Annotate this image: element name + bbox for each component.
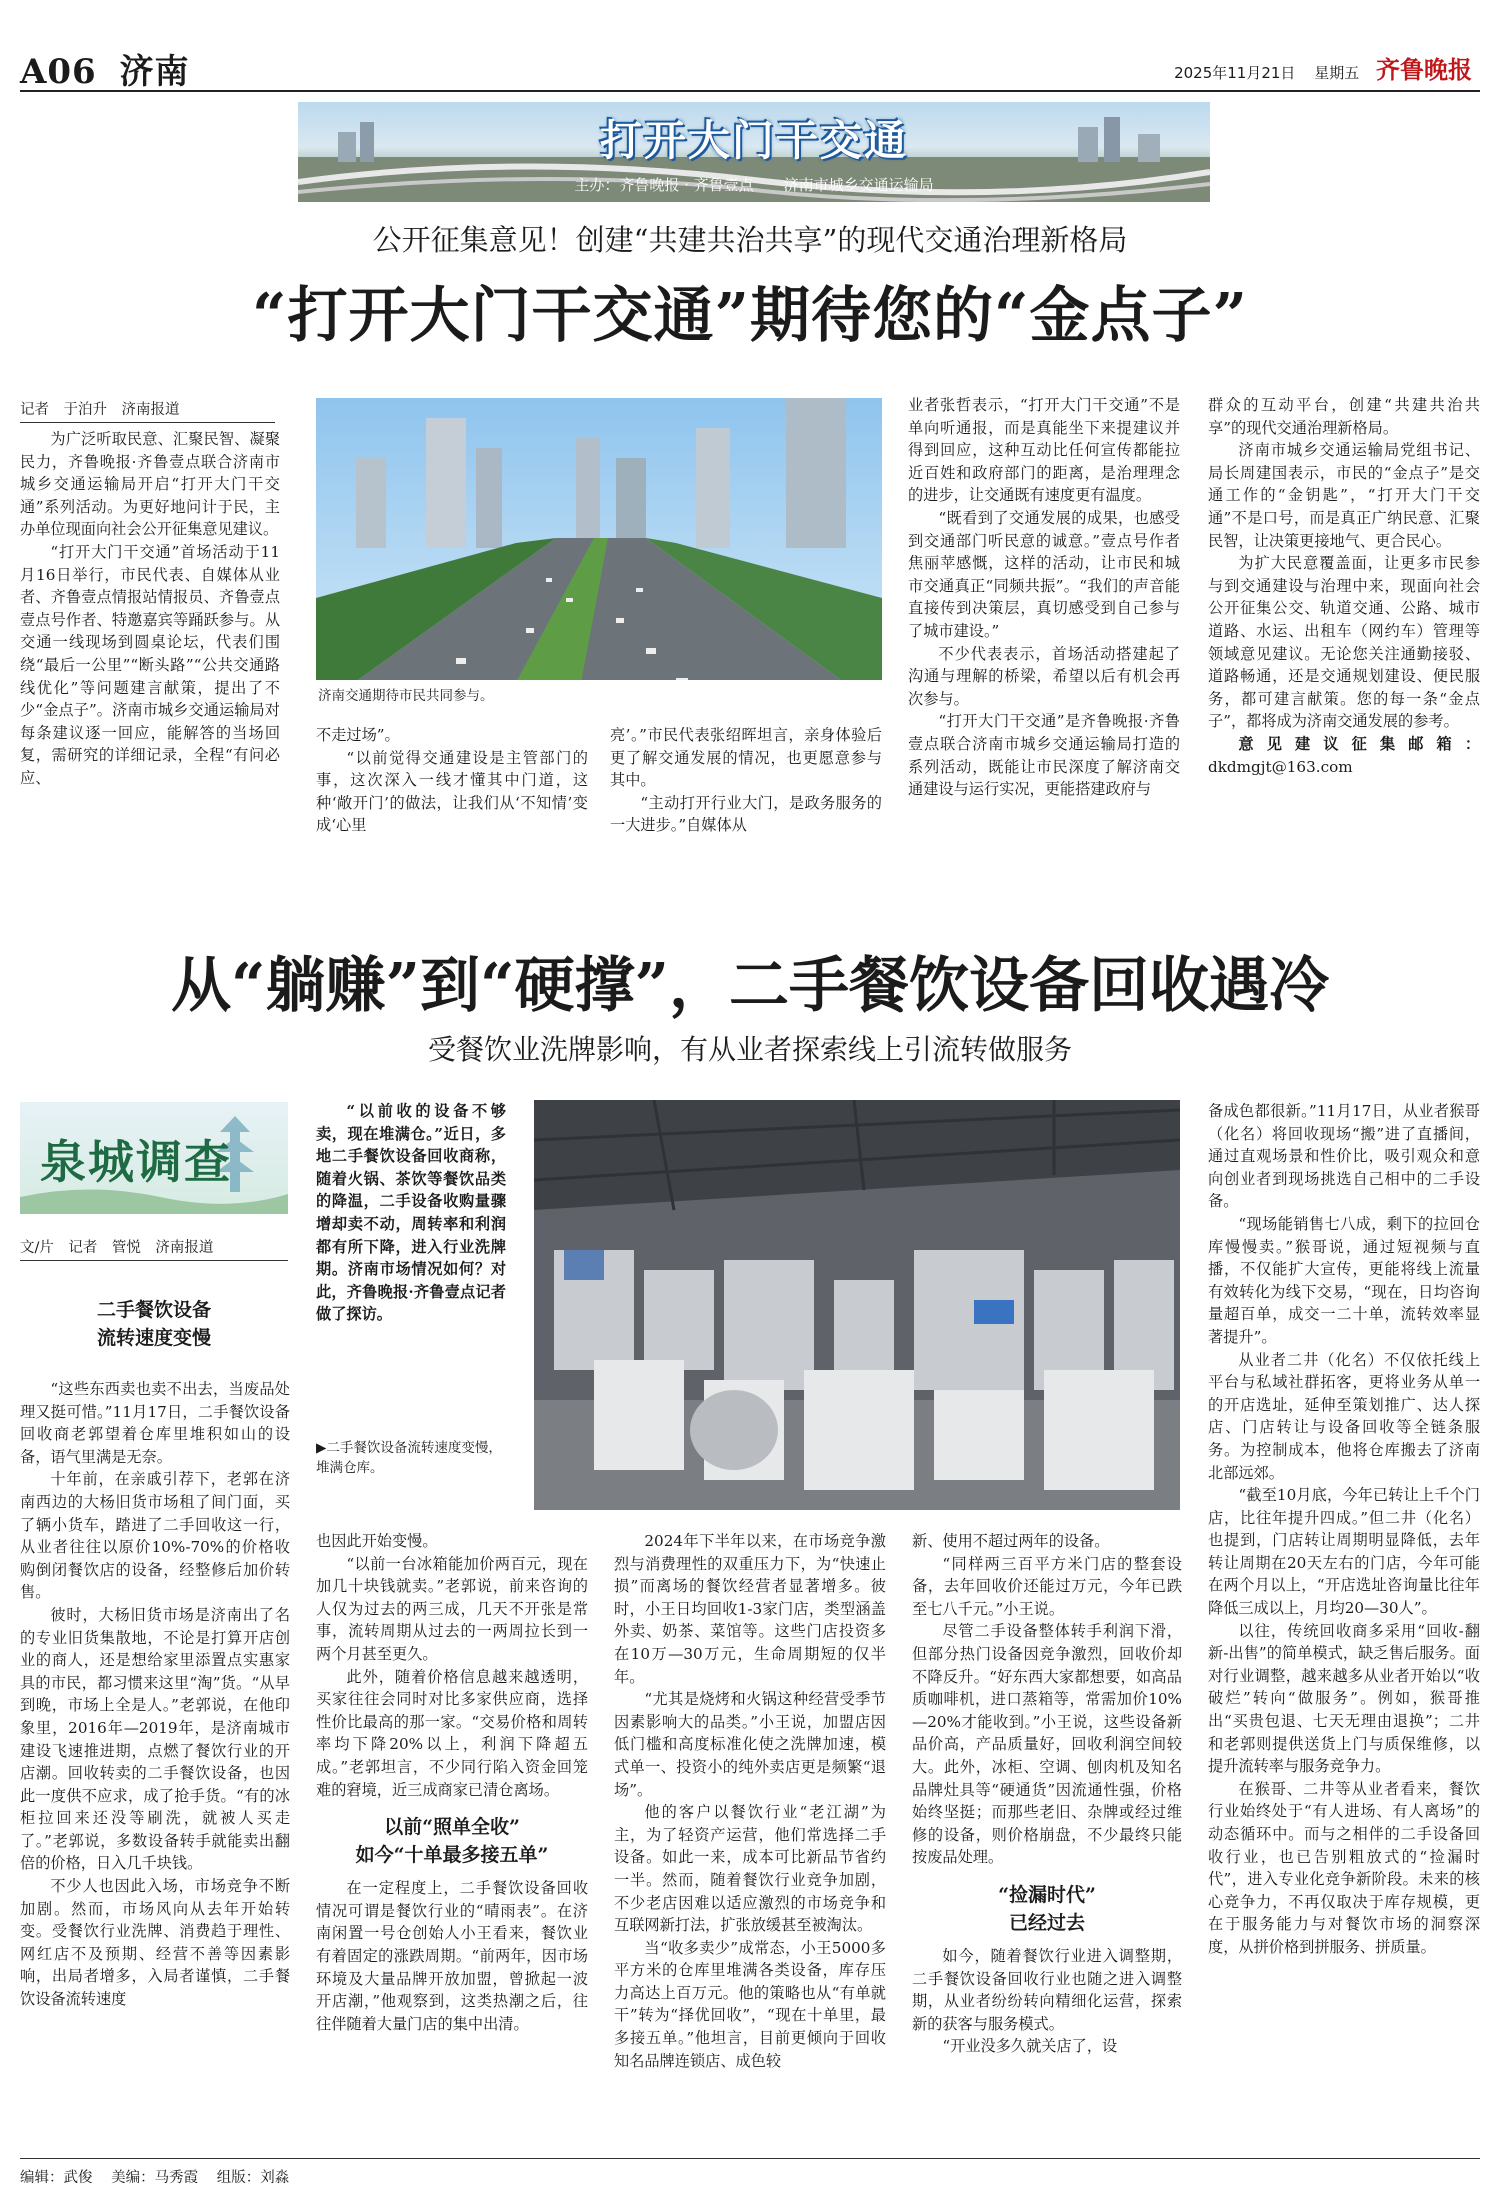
story2-colE-p4: “截至10月底，今年已转让上千个门店，比往年提升四成。”但二井（化名）也提到，门店转让周期明显降低，去年转让周期在20天左右的门店，今年可能在两个月以上，“开店选址咨询量比往年降低三成以上，月均20—30人”。	[1208, 1486, 1480, 1618]
story1-col4-p1: 业者张哲表示，“打开大门干交通”不是单向听通报，而是真能坐下来提建议并得到回应，这种互动比任何宣传都能拉近百姓和政府部门的距离，是治理理念的进步，让交通既有速度更有温度。	[908, 396, 1180, 505]
story1-photo-road	[316, 398, 882, 710]
section-name: 济南	[119, 52, 190, 92]
header-rule	[20, 90, 1480, 92]
story1-col5-p2: 济南市城乡交通运输局党组书记、局长周建国表示，市民的“金点子”是交通工作的“金钥匙”，“打开大门干交通”不是口号，而是真正广纳民意、汇聚民智，让决策更接地气、更合民心。	[1208, 441, 1480, 550]
story2-subheadline: 受餐饮业洗牌影响，有从业者探索线上引流转做服务	[427, 1033, 1072, 1066]
story1-col3-p2: “主动打开行业大门，是政务服务的一大进步。”自媒体从	[610, 793, 882, 835]
story2-colC	[614, 1530, 886, 2078]
story2-colE-p2: “现场能销售七八成，剩下的拉回仓库慢慢卖。”猴哥说，通过短视频与直播，不仅能扩大宣传，更能将线上流量有效转化为线下交易，“现在，日均咨询量超百单，成交一二十单，流转效率显著提升”。	[1208, 1214, 1480, 1346]
story2-colB-p4: 在一定程度上，二手餐饮设备回收情况可谓是餐饮行业的“晴雨表”。在济南闲置一号仓创始人小王看来，餐饮业有着固定的涨跌周期。“前两年，因市场环境及大量品牌开放加盟，曾掀起一波开店潮，”他观察到，这类热潮之后，往往伴随着大量门店的集中出清。	[316, 1879, 588, 2033]
page-header-left	[20, 44, 190, 93]
page-number: A06	[20, 52, 97, 92]
story2-colD-p5: “开业没多久就关店了，设	[942, 2037, 1118, 2056]
story2-colE-p1: 备成色都很新。”11月17日，从业者猴哥（化名）将回收现场“搬”进了直播间，通过直观场景和性价比，吸引观众和意向创业者到现场挑选自己相中的二手设备。	[1208, 1102, 1480, 1211]
story1-col1-p2: “打开大门干交通”首场活动于11月16日举行，市民代表、自媒体从业者、齐鲁壹点情报站情报员、齐鲁壹点壹点号作者、特邀嘉宾等踊跃参与。从交通一线现场到圆桌论坛，代表们围绕“最后一公里”“断头路”“公共交通路线优化”等问题建言献策，提出了不少“金点子”。济南市城乡交通运输局对每条建议逐一回应，能解答的当场回复，需研究的详细记录，全程“有问必应、	[20, 542, 280, 787]
story1-col4	[908, 394, 1180, 888]
story1-byline: 记者 于泊升 济南报道	[20, 398, 275, 423]
story1-col2	[316, 724, 588, 888]
story2-colD-p2: “同样两三百平方米门店的整套设备，去年回收价还能过万元，今年已跌至七八千元。”小王说。	[912, 1554, 1182, 1618]
story2-colE	[1208, 1100, 1480, 2078]
story2-colA-p2: 十年前，在亲戚引荐下，老郭在济南西边的大杨旧货市场租了间门面，买了辆小货车，踏进了二手回收这一行，从业者往往以原价10%-70%的价格收购倒闭餐饮店的设备，经整修后加价转售。	[20, 1470, 290, 1602]
story1-mailbox	[1208, 733, 1480, 778]
story2-colB-p2: “以前一台冰箱能加价两百元，现在加几十块钱就卖。”老郭说，前来咨询的人仅为过去的两三成，几天不开张是常事，流转周期从过去的一两周拉长到一两个月甚至更久。	[316, 1554, 588, 1663]
story2-subhead-2: 以前“照单全收” 如今“十单最多接五单”	[355, 1816, 549, 1867]
issue-weekday: 星期五	[1314, 64, 1360, 82]
story2-colC-p4: 当“收多卖少”成常态，小王5000多平方米的仓库里堆满各类设备，库存压力高达上百万元。他的策略也从“有单就干”转为“择优回收”，“现在十单里，最多接五单。”他坦言，目前更倾向于回收知名品牌连锁店、成色较	[614, 1938, 886, 2070]
story1-headline: “打开大门干交通”期待您的“金点子”	[251, 281, 1249, 351]
story1-col5-p3: 为扩大民意覆盖面，让更多市民参与到交通建设与治理中来，现面向社会公开征集公交、轨道交通、公路、城市道路、水运、出租车（网约车）管理等领域意见建议。无论您关注通勤接驳、道路畅通，还是交通规划建设、便民服务，都可建言献策。您的每一条“金点子”，都将成为济南交通发展的参考。	[1208, 554, 1480, 731]
story1-col5	[1208, 394, 1480, 888]
story2-colB	[316, 1530, 588, 2078]
footer-designer: 美编：马秀霞	[111, 2170, 199, 2186]
story2-colE-p5: 以往，传统回收商多采用“回收-翻新-出售”的简单模式，缺乏售后服务。面对行业调整，越来越多从业者开始以“收破烂”转向“做服务”。例如，猴哥推出“买贵包退、七天无理由退换”；二井和老郭则提供送货上门与质保维修，以提升流转率与服务竞争力。	[1208, 1621, 1480, 1776]
story2-headline: 从“躺赚”到“硬撑”，二手餐饮设备回收遇冷	[170, 951, 1330, 1021]
column-logo-box	[20, 1102, 288, 1214]
story2-colB-p3: 此外，随着价格信息越来越透明，买家往往会同时对比多家供应商，选择性价比最高的那一家。“交易价格和周转率均下降20%以上，利润下降超五成。”老郭坦言，不少同行陷入资金回笼难的窘境，近三成商家已清仓离场。	[316, 1667, 588, 1799]
story1-col2-p2: “以前觉得交通建设是主管部门的事，这次深入一线才懂其中门道，这种‘敞开门’的做法，让我们从‘不知情’变成‘心里	[316, 748, 588, 835]
story1-col4-p3: 不少代表表示，首场活动搭建起了沟通与理解的桥梁，希望以后有机会再次参与。	[908, 644, 1180, 708]
story2-subhead-3: “捡漏时代” 已经过去	[998, 1883, 1096, 1934]
story2-subhead-1: 二手餐饮设备 流转速度变慢	[96, 1299, 211, 1349]
story2-colA-p4: 不少人也因此入场，市场竞争不断加剧。然而，市场风向从去年开始转变。受餐饮行业洗牌、消费趋于理性、网红店不及预期、经营不善等因素影响，出局者增多，入局者谨慎，二手餐饮设备流转速度	[20, 1877, 290, 2009]
banner-title: 打开大门干交通	[599, 116, 908, 165]
story1-col4-p4: “打开大门干交通”是齐鲁晚报·齐鲁壹点联合济南市城乡交通运输局打造的系列活动，既能让市民深度了解济南交通建设与运行实况，更能搭建政府与	[908, 712, 1180, 799]
story1-col5-p1: 群众的互动平台，创建“共建共治共享”的现代交通治理新格局。	[1208, 396, 1480, 437]
footer-rule	[20, 2158, 1480, 2159]
issue-date: 2025年11月21日	[1174, 64, 1296, 82]
story1-col1-p1: 为广泛听取民意、汇聚民智、凝聚民力，齐鲁晚报·齐鲁壹点联合济南市城乡交通运输局开启“打开大门干交通”系列活动。为更好地问计于民，主办单位现面向社会公开征集意见建议。	[20, 430, 280, 539]
footer-credits	[20, 2166, 289, 2187]
mailbox-label: 意见建议征集邮箱：	[1238, 734, 1480, 753]
campaign-banner	[298, 102, 1210, 202]
story2-colC-p3: 他的客户以餐饮行业“老江湖”为主，为了轻资产运营，他们常选择二手设备。如此一来，成本可比新品节省约一半。然而，随着餐饮行业竞争加剧，不少老店因难以适应激烈的市场竞争和互联网新打法，扩张放缓甚至被淘汰。	[614, 1803, 886, 1935]
story2-colD	[912, 1530, 1182, 2078]
banner-sponsors: 主办：齐鲁晚报 · 齐鲁壹点 济南市城乡交通运输局	[574, 176, 934, 194]
mailbox-address: dkdmgjt@163.com	[1208, 757, 1353, 776]
story2-lead	[316, 1100, 506, 1434]
story1-col3-p1: 亮’。”市民代表张绍晖坦言，亲身体验后更了解交通发展的情况，也更愿意参与其中。	[610, 726, 882, 790]
story2-colA-p1: “这些东西卖也卖不出去，当废品处理又挺可惜。”11月17日，二手餐饮设备回收商老郭望着仓库里堆积如山的设备，语气里满是无奈。	[20, 1380, 290, 1466]
story2-colE-p3: 从业者二井（化名）不仅依托线上平台与私域社群拓客，更将业务从单一的开店选址，延伸至策划推广、达人探店、门店转让与设备回收等全链条服务。为控制成本，他将仓库搬去了济南北部远郊。	[1208, 1350, 1480, 1482]
column-logo-text: 泉城调查	[40, 1135, 232, 1189]
story1-col3	[610, 724, 882, 888]
story1-photo-caption: 济南交通期待市民共同参与。	[316, 680, 882, 710]
story2-colE-p6: 在猴哥、二井等从业者看来，餐饮行业始终处于“有人进场、有人离场”的动态循环中。而与之相伴的二手设备回收行业，也已告别粗放式的“捡漏时代”，进入专业化竞争新阶段。未来的核心竞争力，不再仅取决于库存规模，更在于服务能力与对餐饮市场的洞察深度，从拼价格到拼服务、拼质量。	[1208, 1779, 1480, 1956]
story2-colC-p2: “尤其是烧烤和火锅这种经营受季节因素影响大的品类。”小王说，加盟店因低门槛和高度标准化使之洗牌加速，模式单一、投资小的纯外卖店更是频繁“退场”。	[614, 1690, 886, 1799]
story2-colD-p4: 如今，随着餐饮行业进入调整期，二手餐饮设备回收行业也随之进入调整期，从业者纷纷转向精细化运营，探索新的获客与服务模式。	[912, 1946, 1182, 2033]
story2-colD-p1: 新、使用不超过两年的设备。	[912, 1532, 1110, 1550]
story1-col2-p1: 不走过场”。	[316, 726, 400, 744]
story1-col4-p2: “既看到了交通发展的成果，也感受到交通部门听民意的诚意。”壹点号作者焦丽苹感慨，这样的活动，让市民和城市交通真正“同频共振”。“我们的声音能直接传到决策层，真切感受到自己参与了城市建设。”	[908, 508, 1180, 640]
story2-byline: 文/片 记者 管悦 济南报道	[20, 1236, 288, 1261]
story1-kicker: 公开征集意见！创建“共建共治共享”的现代交通治理新格局	[372, 223, 1128, 257]
story2-colD-p3: 尽管二手设备整体转手利润下滑，但部分热门设备因竞争激烈，回收价却不降反升。“好东西大家都想要，如高品质咖啡机，进口蒸箱等，常需加价10%—20%才能收到。”小王说，这些设备新品价高，产品质量好，回收利润空间较大。此外，冰柜、空调、刨肉机及知名品牌灶具等“硬通货”因流通性强，价格始终坚挺；而那些老旧、杂牌或经过维修的设备，则价格崩盘，不少最终只能按废品处理。	[912, 1622, 1182, 1867]
story1-col1	[20, 428, 280, 888]
footer-proofreader: 组版：刘淼	[216, 2170, 290, 2186]
story2-colB-p1: 也因此开始变慢。	[316, 1532, 438, 1550]
story2-colC-p1: 2024年下半年以来，在市场竞争激烈与消费理性的双重压力下，为“快速止损”而离场的餐饮经营者显著增多。彼时，小王日均回收1-3家门店，类型涵盖外卖、奶茶、菜馆等。这些门店投资多在10万—30万元，生命周期短的仅半年。	[614, 1532, 886, 1686]
story2-photo-warehouse	[534, 1100, 1180, 1510]
story2-photo-caption: ▶二手餐饮设备流转速度变慢，堆满仓库。	[316, 1440, 502, 1476]
newspaper-logo: 齐鲁晚报	[1376, 55, 1472, 84]
story2-colA	[20, 1378, 290, 2078]
story2-colA-p3: 彼时，大杨旧货市场是济南出了名的专业旧货集散地，不论是打算开店创业的商人，还是想给家里添置点实惠家具的市民，都习惯来这里“淘”货。“从早到晚，市场上全是人。”老郭说，在他印象里，2016年—2019年，是济南城市建设飞速推进期，点燃了餐饮行业的开店潮。回收转卖的二手餐饮设备，也因此一度供不应求，成了抢手货。“有的冰柜拉回来还没等刷洗，就被人买走了。”老郭说，多数设备转手就能卖出翻倍的价格，日入几千块钱。	[20, 1605, 290, 1873]
footer-editor: 编辑：武俊	[20, 2170, 93, 2186]
story2-lead-text: “以前收的设备不够卖，现在堆满仓。”近日，多地二手餐饮设备回收商称，随着火锅、茶饮等餐饮品类的降温，二手设备收购量骤增却卖不动，周转率和利润都有所下降，进入行业洗牌期。济南市场情况如何？对此，齐鲁晚报·齐鲁壹点记者做了探访。	[316, 1102, 506, 1324]
page-header-right	[1174, 50, 1472, 85]
